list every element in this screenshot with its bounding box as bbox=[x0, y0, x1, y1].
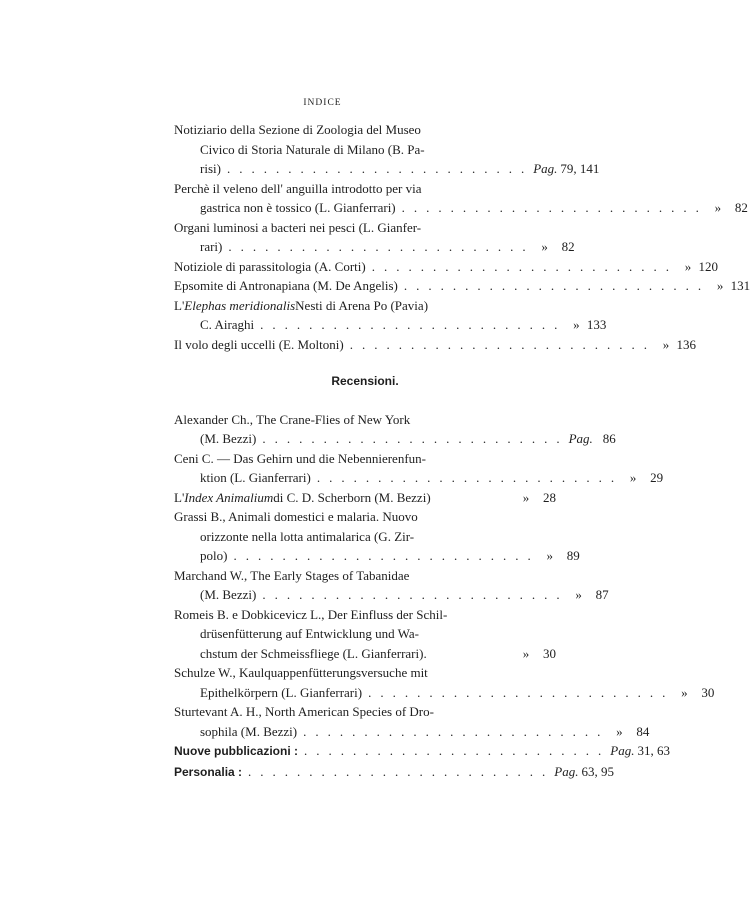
entry-line bbox=[174, 585, 609, 605]
page-number: 63, 95 bbox=[581, 763, 614, 779]
entry-line: Perchè il veleno dell' anguilla introdotto per via bbox=[174, 180, 422, 196]
page-number: 89 bbox=[566, 548, 580, 563]
review-entry bbox=[174, 702, 650, 741]
entry-line: Notiziario della Sezione di Zoologia del Museo bbox=[174, 122, 421, 137]
page-number: 30 bbox=[701, 684, 715, 700]
entry-line bbox=[174, 644, 556, 664]
ditto-mark: » bbox=[716, 278, 724, 293]
entry-line: Romeis B. e Dobkicevicz L., Der Einfluss der Schil- bbox=[174, 606, 448, 622]
entry-text: sophila (M. Bezzi) bbox=[200, 723, 298, 739]
leader-dots: ......................... bbox=[228, 239, 535, 254]
entry-line bbox=[174, 683, 715, 703]
page-number: 28 bbox=[543, 489, 556, 505]
leader-dots: ......................... bbox=[262, 587, 569, 602]
section-title: Recensioni. bbox=[331, 374, 399, 388]
table-of-contents bbox=[174, 120, 750, 782]
entry-text: polo) bbox=[200, 548, 228, 563]
entry-text: L' bbox=[174, 489, 185, 505]
leader-dots: ......................... bbox=[403, 278, 711, 293]
page-ref bbox=[516, 488, 556, 508]
entry-text: Epsomite di Antronapiana (M. De Angelis) bbox=[174, 278, 398, 293]
leader-dots: ......................... bbox=[248, 763, 555, 779]
pag-label: Pag. bbox=[610, 743, 635, 758]
review-entry bbox=[174, 410, 616, 449]
leader-dots: ......................... bbox=[401, 200, 708, 215]
review-entry bbox=[174, 566, 609, 605]
page-number: 31, 63 bbox=[637, 743, 670, 758]
page-ref bbox=[708, 198, 748, 218]
entry-line bbox=[174, 257, 718, 277]
page-ref bbox=[516, 644, 556, 664]
footer-entry bbox=[174, 741, 670, 762]
leader-dots: ......................... bbox=[368, 684, 675, 700]
pag-label: Pag. bbox=[533, 161, 558, 176]
page-ref bbox=[623, 468, 663, 488]
entry-line bbox=[174, 468, 664, 488]
entry-line: Ceni C. — Das Gehirn und die Nebennierenfun- bbox=[174, 450, 426, 466]
entry-label: Personalia : bbox=[174, 764, 243, 779]
entry-text: L' bbox=[174, 297, 185, 313]
page-number: 120 bbox=[698, 258, 718, 274]
entry-line bbox=[174, 159, 600, 179]
entry-text: di C. D. Scherborn (M. Bezzi) bbox=[273, 489, 431, 505]
ditto-mark: » bbox=[541, 239, 548, 254]
entry-line bbox=[174, 546, 580, 566]
entry-line bbox=[174, 296, 556, 316]
page-ref bbox=[535, 237, 575, 257]
page-ref bbox=[569, 429, 616, 449]
entry-text: chstum der Schmeissfliege (L. Gianferrari). bbox=[200, 645, 427, 661]
toc-entry bbox=[174, 120, 600, 179]
entry-text: ktion (L. Gianferrari) bbox=[200, 470, 311, 485]
entry-line: Civico di Storia Naturale di Milano (B. Pa- bbox=[200, 141, 425, 157]
toc-entry bbox=[174, 296, 607, 335]
ditto-mark: » bbox=[629, 470, 637, 485]
review-entry bbox=[174, 663, 715, 702]
ditto-mark: » bbox=[575, 587, 582, 602]
entry-line: drüsenfütterung auf Entwicklung und Wa- bbox=[200, 626, 419, 641]
entry-line bbox=[174, 429, 616, 449]
entry-line: orizzonte nella lotta antimalarica (G. Zir- bbox=[200, 528, 415, 544]
page-ref bbox=[569, 585, 609, 605]
entry-line: Sturtevant A. H., North American Species of Dro- bbox=[174, 704, 434, 719]
entry-line bbox=[174, 488, 556, 508]
entry-text: Epithelkörpern (L. Gianferrari) bbox=[200, 684, 363, 700]
entry-line bbox=[174, 276, 750, 296]
page-ref bbox=[566, 315, 606, 335]
entry-line: Grassi B., Animali domestici e malaria. Nuovo bbox=[174, 509, 418, 524]
leader-dots: ......................... bbox=[371, 258, 678, 274]
entry-italic-text: Index Animalium bbox=[184, 489, 274, 505]
leader-dots: ......................... bbox=[226, 161, 534, 176]
entry-label: Nuove pubblicazioni : bbox=[174, 744, 299, 758]
toc-entry bbox=[174, 257, 718, 277]
entry-line bbox=[174, 237, 575, 257]
page-ref bbox=[554, 762, 614, 782]
page-ref bbox=[533, 159, 599, 179]
leader-dots: ......................... bbox=[233, 548, 540, 563]
page-number: 133 bbox=[586, 317, 607, 332]
review-entry bbox=[174, 488, 556, 508]
entry-line bbox=[174, 198, 748, 218]
page-ref bbox=[609, 722, 649, 742]
footer-entry bbox=[174, 762, 614, 783]
entry-text: gastrica non è tossico (L. Gianferrari) bbox=[200, 200, 396, 215]
page-ref bbox=[656, 335, 696, 355]
toc-entry bbox=[174, 335, 696, 355]
page-number: 79, 141 bbox=[560, 161, 600, 176]
leader-dots: ......................... bbox=[304, 743, 611, 758]
ditto-mark: » bbox=[573, 317, 580, 332]
ditto-mark: » bbox=[681, 684, 688, 700]
page-ref bbox=[674, 683, 714, 703]
pag-label: Pag. bbox=[568, 431, 593, 446]
entry-text: rari) bbox=[200, 239, 223, 254]
entry-line bbox=[174, 722, 650, 742]
page-ref bbox=[710, 276, 750, 296]
page-number: 84 bbox=[636, 723, 650, 739]
entry-text: Il volo degli uccelli (E. Moltoni) bbox=[174, 336, 344, 352]
leader-dots: ......................... bbox=[260, 317, 567, 332]
leader-dots: ......................... bbox=[303, 723, 610, 739]
toc-entry bbox=[174, 179, 748, 218]
pag-label: Pag. bbox=[554, 763, 579, 779]
page-number: 131 bbox=[730, 278, 750, 293]
entry-line: Schulze W., Kaulquappenfütterungsversuche mit bbox=[174, 665, 428, 680]
entry-line: Marchand W., The Early Stages of Tabanidae bbox=[174, 567, 410, 583]
page-number: 82 bbox=[734, 200, 748, 215]
ditto-mark: » bbox=[616, 723, 623, 739]
entry-line: Organi luminosi a bacteri nei pesci (L. Gianfer- bbox=[174, 219, 422, 235]
entry-line: Alexander Ch., The Crane-Flies of New York bbox=[174, 411, 411, 427]
page-ref bbox=[678, 257, 718, 277]
page-number: 30 bbox=[543, 645, 556, 661]
review-entry bbox=[174, 507, 580, 566]
page-number: 87 bbox=[595, 587, 609, 602]
ditto-mark: » bbox=[522, 645, 530, 661]
page-number: 86 bbox=[602, 431, 616, 446]
leader-dots: ......................... bbox=[316, 470, 624, 485]
entry-text: Nesti di Arena Po (Pavia) bbox=[295, 297, 429, 313]
review-entry bbox=[174, 449, 664, 488]
review-entry bbox=[174, 605, 556, 664]
page-header: INDICE bbox=[303, 98, 342, 108]
entry-line bbox=[174, 335, 696, 355]
ditto-mark: » bbox=[546, 548, 553, 563]
entry-italic-text: Elephas meridionalis bbox=[184, 297, 296, 313]
toc-entry bbox=[174, 276, 750, 296]
ditto-mark: » bbox=[714, 200, 722, 215]
entry-text: C. Airaghi bbox=[200, 317, 255, 332]
entry-text: Notiziole di parassitologia (A. Corti) bbox=[174, 258, 366, 274]
page-number: 29 bbox=[650, 470, 664, 485]
toc-entry bbox=[174, 218, 575, 257]
page-number: 136 bbox=[676, 336, 696, 352]
entry-text: risi) bbox=[200, 161, 221, 176]
ditto-mark: » bbox=[662, 336, 670, 352]
leader-dots: ......................... bbox=[262, 431, 569, 446]
page-number: 82 bbox=[561, 239, 575, 254]
ditto-mark: » bbox=[522, 489, 530, 505]
page-ref bbox=[610, 741, 670, 761]
entry-line bbox=[174, 315, 607, 335]
ditto-mark: » bbox=[684, 258, 692, 274]
page-ref bbox=[540, 546, 580, 566]
entry-text: (M. Bezzi) bbox=[200, 587, 257, 602]
leader-dots: ......................... bbox=[349, 336, 656, 352]
entry-text: (M. Bezzi) bbox=[200, 431, 257, 446]
